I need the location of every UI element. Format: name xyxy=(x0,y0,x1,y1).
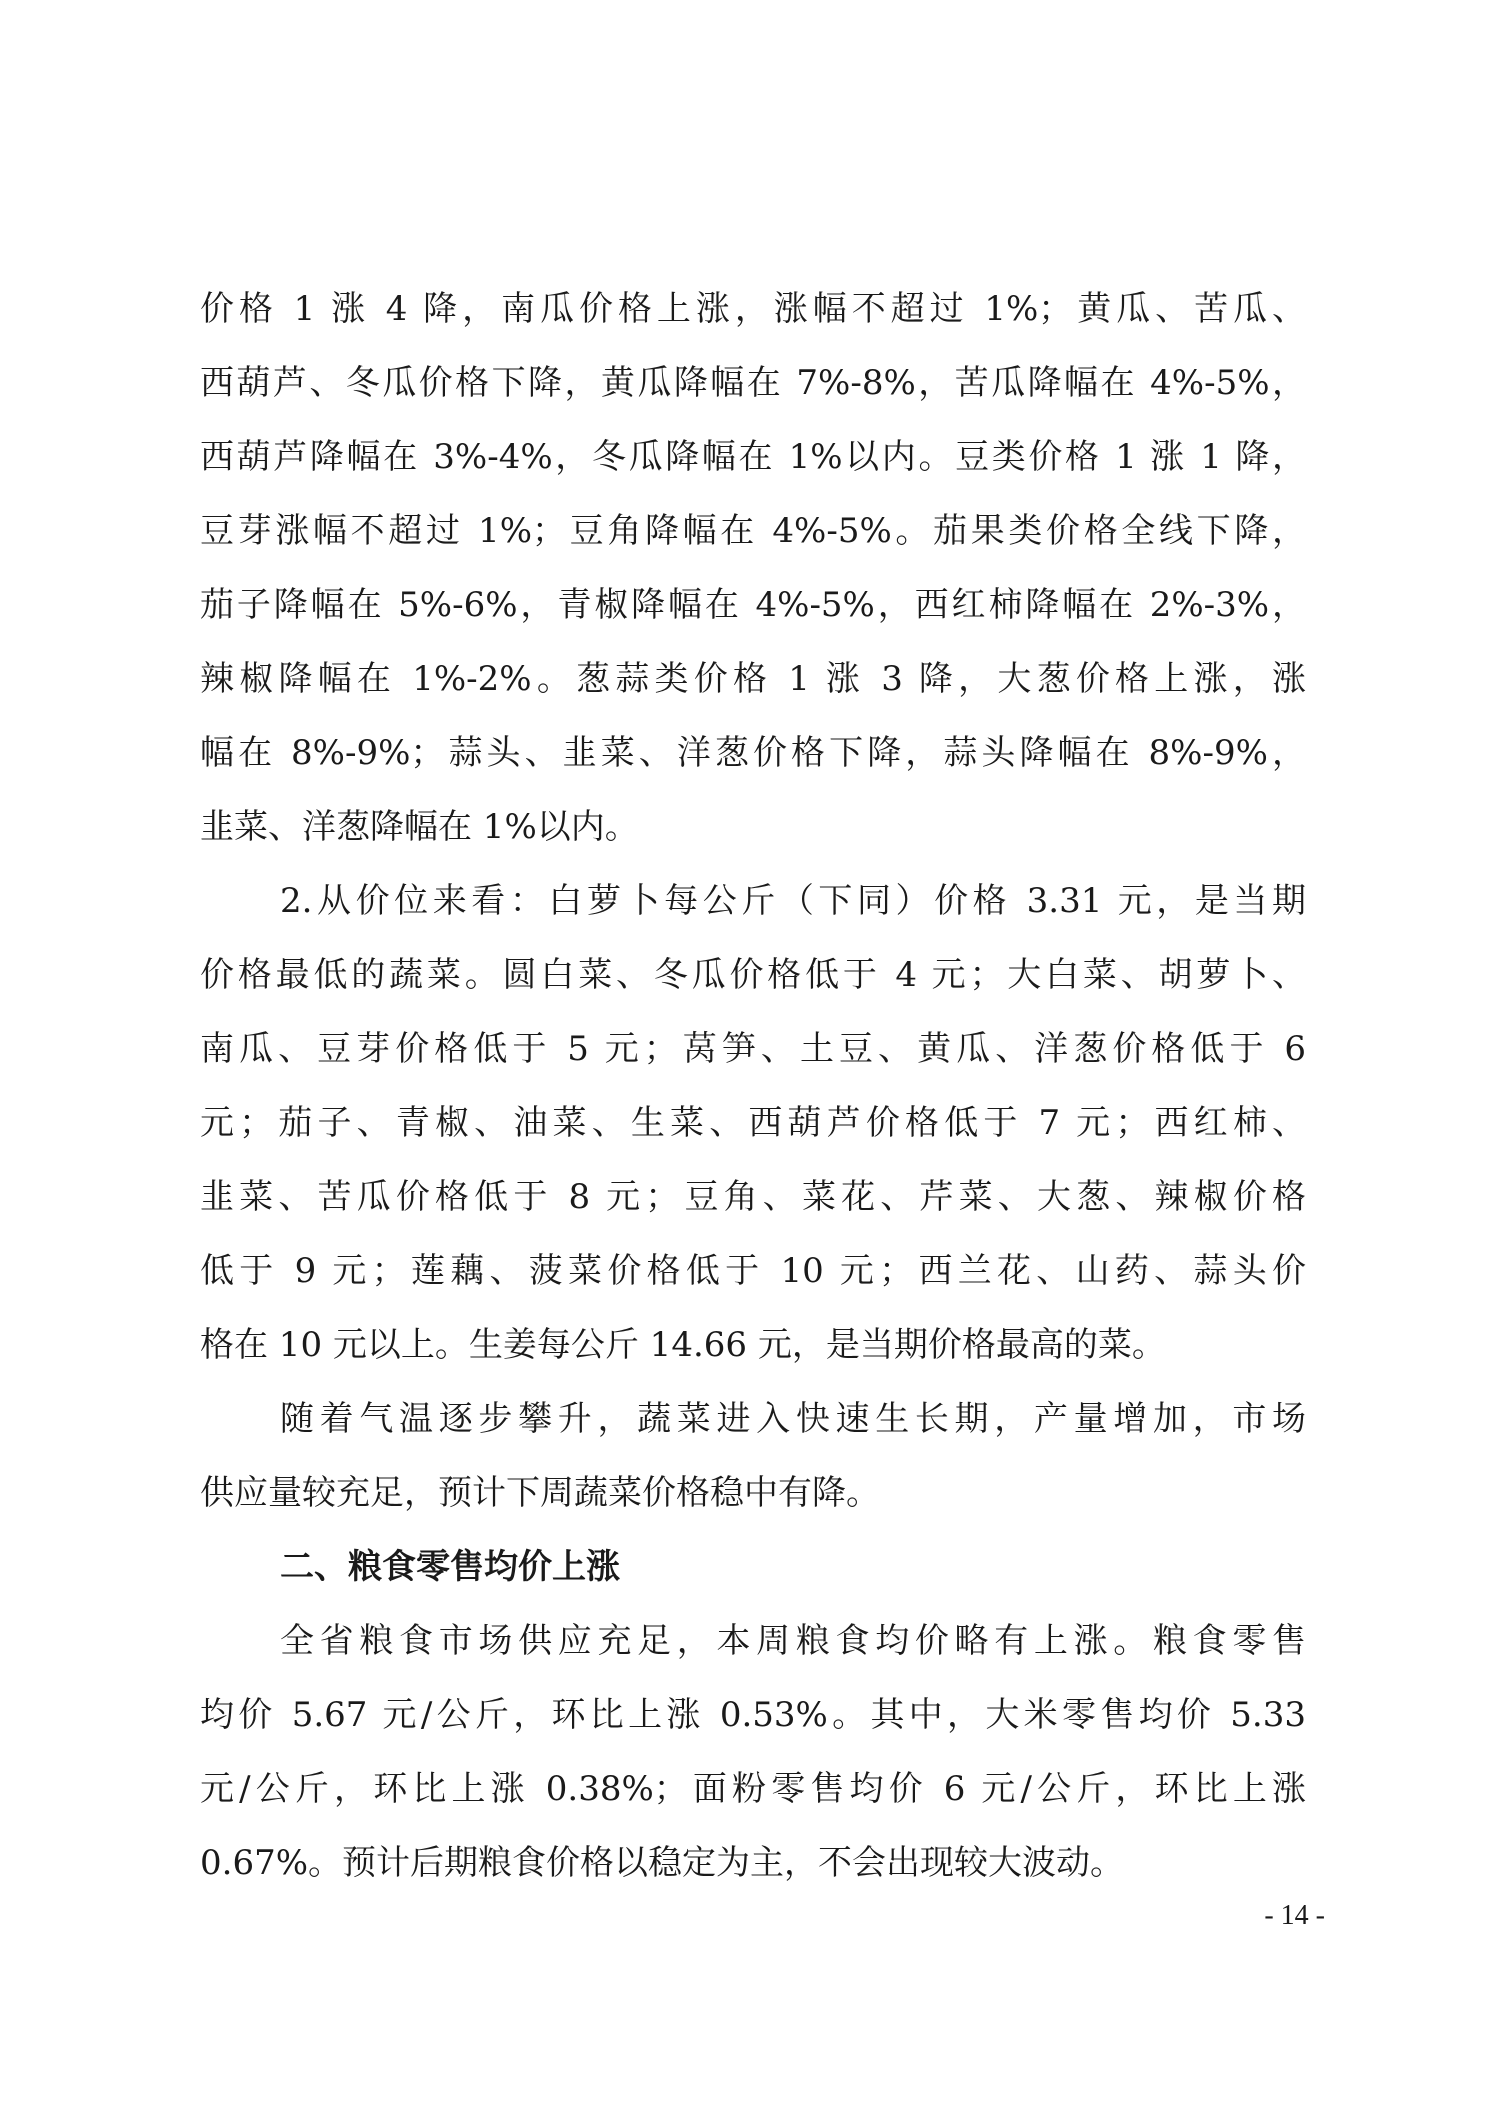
body-text xyxy=(200,272,1306,1900)
paragraph-line: 韭菜、洋葱降幅在 1%以内。 xyxy=(200,807,639,847)
paragraph-line: 价格 1 涨 4 降，南瓜价格上涨，涨幅不超过 1%；黄瓜、苦瓜、 xyxy=(200,289,1306,329)
paragraph-line: 均价 5.67 元/公斤，环比上涨 0.53%。其中，大米零售均价 5.33 xyxy=(200,1695,1306,1735)
paragraph-line: 元；茄子、青椒、油菜、生菜、西葫芦价格低于 7 元；西红柿、 xyxy=(200,1103,1306,1143)
paragraph-line: 全省粮食市场供应充足，本周粮食均价略有上涨。粮食零售 xyxy=(280,1621,1306,1661)
paragraph-line: 西葫芦降幅在 3%-4%，冬瓜降幅在 1%以内。豆类价格 1 涨 1 降， xyxy=(200,437,1306,477)
paragraph-line: 格在 10 元以上。生姜每公斤 14.66 元，是当期价格最高的菜。 xyxy=(200,1325,1166,1365)
paragraph-line: 幅在 8%-9%；蒜头、韭菜、洋葱价格下降，蒜头降幅在 8%-9%， xyxy=(200,733,1306,773)
paragraph-line: 供应量较充足，预计下周蔬菜价格稳中有降。 xyxy=(200,1473,880,1513)
paragraph-line: 低于 9 元；莲藕、菠菜价格低于 10 元；西兰花、山药、蒜头价 xyxy=(200,1251,1306,1291)
paragraph-line: 茄子降幅在 5%-6%，青椒降幅在 4%-5%，西红柿降幅在 2%-3%， xyxy=(200,585,1306,625)
paragraph-line: 西葫芦、冬瓜价格下降，黄瓜降幅在 7%-8%，苦瓜降幅在 4%-5%， xyxy=(200,363,1306,403)
paragraph-line: 2.从价位来看：白萝卜每公斤（下同）价格 3.31 元，是当期 xyxy=(280,881,1306,921)
paragraph-line: 南瓜、豆芽价格低于 5 元；莴笋、土豆、黄瓜、洋葱价格低于 6 xyxy=(200,1029,1306,1069)
paragraph-line: 元/公斤，环比上涨 0.38%；面粉零售均价 6 元/公斤，环比上涨 xyxy=(200,1769,1306,1809)
section-heading: 二、粮食零售均价上涨 xyxy=(280,1547,620,1587)
page-number: - 14 - xyxy=(1264,1900,1325,1931)
paragraph-line: 随着气温逐步攀升，蔬菜进入快速生长期，产量增加，市场 xyxy=(280,1399,1306,1439)
paragraph-line: 辣椒降幅在 1%-2%。葱蒜类价格 1 涨 3 降，大葱价格上涨，涨 xyxy=(200,659,1306,699)
paragraph-line: 豆芽涨幅不超过 1%；豆角降幅在 4%-5%。茄果类价格全线下降， xyxy=(200,511,1306,551)
paragraph-line: 韭菜、苦瓜价格低于 8 元；豆角、菜花、芹菜、大葱、辣椒价格 xyxy=(200,1177,1306,1217)
paragraph-line: 0.67%。预计后期粮食价格以稳定为主，不会出现较大波动。 xyxy=(200,1843,1125,1883)
paragraph-line: 价格最低的蔬菜。圆白菜、冬瓜价格低于 4 元；大白菜、胡萝卜、 xyxy=(200,955,1306,995)
